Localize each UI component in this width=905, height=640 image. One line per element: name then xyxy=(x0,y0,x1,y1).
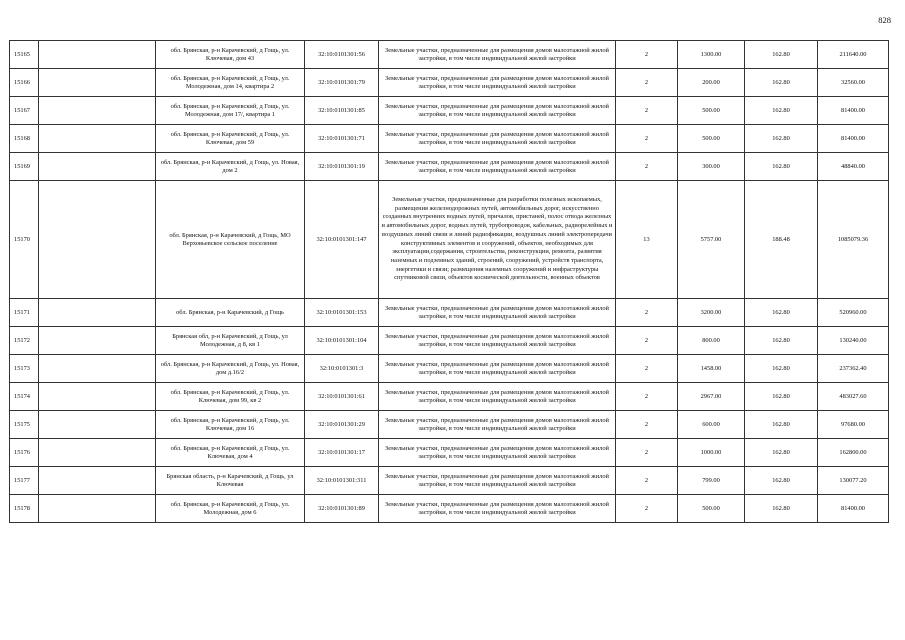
land-use-cell: Земельные участки, предназначенные для размещения домов малоэтажной жилой застройки, в том числе индивидуальной жилой застройки xyxy=(379,153,616,181)
table-row xyxy=(10,495,889,523)
address-cell: обл. Брянская, р-н Карачевский, д Гощь, ул. Ключевая, дом 43 xyxy=(156,41,305,69)
record-number: 15177 xyxy=(10,467,39,495)
address-cell: обл. Брянская, р-н Карачевский, д Гощь, ул. Ключевая, дом 4 xyxy=(156,439,305,467)
land-registry-table xyxy=(9,40,889,523)
group-cell: 2 xyxy=(616,383,678,411)
land-use-cell: Земельные участки, предназначенные для размещения домов малоэтажной жилой застройки, в том числе индивидуальной жилой застройки xyxy=(379,327,616,355)
record-number: 15170 xyxy=(10,181,39,299)
group-cell: 2 xyxy=(616,439,678,467)
address-cell: обл. Брянская, р-н Карачевский, д Гощь, ул. Ключевая, дом 99, кв 2 xyxy=(156,383,305,411)
cadastral-value-cell: 483027.60 xyxy=(818,383,889,411)
area-cell: 200.00 xyxy=(678,69,745,97)
cadastral-number-cell: 32:10:0101301:311 xyxy=(305,467,379,495)
group-cell: 2 xyxy=(616,495,678,523)
area-cell: 500.00 xyxy=(678,125,745,153)
rate-cell: 162.80 xyxy=(745,467,818,495)
land-use-cell: Земельные участки, предназначенные для размещения домов малоэтажной жилой застройки, в том числе индивидуальной жилой застройки xyxy=(379,41,616,69)
group-cell: 2 xyxy=(616,327,678,355)
area-cell: 500.00 xyxy=(678,495,745,523)
area-cell: 1300.00 xyxy=(678,41,745,69)
rate-cell: 162.80 xyxy=(745,411,818,439)
address-cell: Брянская обл, р-н Карачевский, д Гощь, ул Молодежная, д 8, кв 1 xyxy=(156,327,305,355)
group-cell: 2 xyxy=(616,125,678,153)
rate-cell: 162.80 xyxy=(745,355,818,383)
table-row xyxy=(10,439,889,467)
record-number: 15178 xyxy=(10,495,39,523)
cadastral-number-cell: 32:10:0101301:71 xyxy=(305,125,379,153)
cadastral-number-cell: 32:10:0101301:153 xyxy=(305,299,379,327)
blank-cell xyxy=(39,327,156,355)
rate-cell: 162.80 xyxy=(745,439,818,467)
blank-cell xyxy=(39,383,156,411)
record-number: 15175 xyxy=(10,411,39,439)
table-row xyxy=(10,467,889,495)
cadastral-number-cell: 32:10:0101301:104 xyxy=(305,327,379,355)
table-row xyxy=(10,383,889,411)
land-use-cell: Земельные участки, предназначенные для размещения домов малоэтажной жилой застройки, в том числе индивидуальной жилой застройки xyxy=(379,299,616,327)
table-row xyxy=(10,299,889,327)
cadastral-number-cell: 32:10:0101301:3 xyxy=(305,355,379,383)
cadastral-value-cell: 130240.00 xyxy=(818,327,889,355)
cadastral-value-cell: 81400.00 xyxy=(818,495,889,523)
group-cell: 2 xyxy=(616,467,678,495)
record-number: 15172 xyxy=(10,327,39,355)
land-use-cell: Земельные участки, предназначенные для размещения домов малоэтажной жилой застройки, в том числе индивидуальной жилой застройки xyxy=(379,125,616,153)
blank-cell xyxy=(39,153,156,181)
table-row xyxy=(10,69,889,97)
record-number: 15174 xyxy=(10,383,39,411)
cadastral-number-cell: 32:10:0101301:19 xyxy=(305,153,379,181)
record-number: 15173 xyxy=(10,355,39,383)
address-cell: обл. Брянская, р-н Карачевский, д Гощь, ул. Молодежная, дом 6 xyxy=(156,495,305,523)
cadastral-number-cell: 32:10:0101301:79 xyxy=(305,69,379,97)
cadastral-value-cell: 97680.00 xyxy=(818,411,889,439)
cadastral-value-cell: 237362.40 xyxy=(818,355,889,383)
table-body xyxy=(10,41,889,523)
cadastral-number-cell: 32:10:0101301:85 xyxy=(305,97,379,125)
record-number: 15169 xyxy=(10,153,39,181)
record-number: 15165 xyxy=(10,41,39,69)
area-cell: 1000.00 xyxy=(678,439,745,467)
address-cell: Брянская область, р-н Карачевский, д Гощь, ул Ключевая xyxy=(156,467,305,495)
cadastral-value-cell: 32560.00 xyxy=(818,69,889,97)
cadastral-value-cell: 1085079.36 xyxy=(818,181,889,299)
group-cell: 2 xyxy=(616,97,678,125)
table-row xyxy=(10,327,889,355)
cadastral-number-cell: 32:10:0101301:61 xyxy=(305,383,379,411)
land-use-cell: Земельные участки, предназначенные для размещения домов малоэтажной жилой застройки, в том числе индивидуальной жилой застройки xyxy=(379,355,616,383)
address-cell: обл. Брянская, р-н Карачевский, д Гощь, МО Верховьевское сельское поселение xyxy=(156,181,305,299)
record-number: 15176 xyxy=(10,439,39,467)
table-row xyxy=(10,41,889,69)
blank-cell xyxy=(39,181,156,299)
area-cell: 2967.00 xyxy=(678,383,745,411)
rate-cell: 162.80 xyxy=(745,299,818,327)
land-use-cell: Земельные участки, предназначенные для размещения домов малоэтажной жилой застройки, в том числе индивидуальной жилой застройки xyxy=(379,495,616,523)
group-cell: 2 xyxy=(616,355,678,383)
rate-cell: 162.80 xyxy=(745,153,818,181)
blank-cell xyxy=(39,41,156,69)
page-number: 828 xyxy=(878,15,891,25)
blank-cell xyxy=(39,97,156,125)
group-cell: 2 xyxy=(616,299,678,327)
blank-cell xyxy=(39,411,156,439)
table-row xyxy=(10,181,889,299)
table-row xyxy=(10,411,889,439)
cadastral-value-cell: 520960.00 xyxy=(818,299,889,327)
group-cell: 2 xyxy=(616,41,678,69)
cadastral-value-cell: 81400.00 xyxy=(818,97,889,125)
land-use-cell: Земельные участки, предназначенные для размещения домов малоэтажной жилой застройки, в том числе индивидуальной жилой застройки xyxy=(379,383,616,411)
cadastral-value-cell: 162800.00 xyxy=(818,439,889,467)
land-use-cell: Земельные участки, предназначенные для разработки полезных ископаемых, размещения железнодорожных путей, автомобильных дорог, искусственно созданных внутренних водных путей, причалов, пристаней, полос отвода железных и автомобильных дорог, водных путей, трубопроводов, кабельных, радиорелейных и воздушных линий связи и линий радиофикации, воздушных линий электропередачи конструктивных элементов и сооружений, объектов, необходимых для эксплуатации,содержания, строительства, реконструкции, ремонта, развития наземных и подземных зданий, строений, сооружений, устройств транспорта, энергетики и связи; размещения наземных сооружений и инфраструктуры спутниковой связи, объектов космической деятельности, военных объектов xyxy=(379,181,616,299)
cadastral-value-cell: 48840.00 xyxy=(818,153,889,181)
record-number: 15171 xyxy=(10,299,39,327)
land-use-cell: Земельные участки, предназначенные для размещения домов малоэтажной жилой застройки, в том числе индивидуальной жилой застройки xyxy=(379,439,616,467)
area-cell: 600.00 xyxy=(678,411,745,439)
rate-cell: 188.48 xyxy=(745,181,818,299)
cadastral-value-cell: 130077.20 xyxy=(818,467,889,495)
blank-cell xyxy=(39,355,156,383)
cadastral-value-cell: 81400.00 xyxy=(818,125,889,153)
cadastral-number-cell: 32:10:0101301:147 xyxy=(305,181,379,299)
record-number: 15167 xyxy=(10,97,39,125)
area-cell: 500.00 xyxy=(678,97,745,125)
rate-cell: 162.80 xyxy=(745,97,818,125)
rate-cell: 162.80 xyxy=(745,125,818,153)
rate-cell: 162.80 xyxy=(745,327,818,355)
address-cell: обл. Брянская, р-н Карачевский, д Гощь xyxy=(156,299,305,327)
address-cell: обл. Брянская, р-н Карачевский, д Гощь, ул. Новая, дом д.16/2 xyxy=(156,355,305,383)
cadastral-number-cell: 32:10:0101301:29 xyxy=(305,411,379,439)
address-cell: обл. Брянская, р-н Карачевский, д Гощь, ул. Молодежная, дом 17/, квартира 1 xyxy=(156,97,305,125)
cadastral-value-cell: 211640.00 xyxy=(818,41,889,69)
table-row xyxy=(10,153,889,181)
group-cell: 13 xyxy=(616,181,678,299)
area-cell: 5757.00 xyxy=(678,181,745,299)
address-cell: обл. Брянская, р-н Карачевский, д Гощь, ул. Ключевая, дом 16 xyxy=(156,411,305,439)
rate-cell: 162.80 xyxy=(745,495,818,523)
land-use-cell: Земельные участки, предназначенные для размещения домов малоэтажной жилой застройки, в том числе индивидуальной жилой застройки xyxy=(379,411,616,439)
table-row xyxy=(10,355,889,383)
group-cell: 2 xyxy=(616,153,678,181)
address-cell: обл. Брянская, р-н Карачевский, д Гощь, ул. Ключевая, дом 59 xyxy=(156,125,305,153)
cadastral-number-cell: 32:10:0101301:17 xyxy=(305,439,379,467)
land-use-cell: Земельные участки, предназначенные для размещения домов малоэтажной жилой застройки, в том числе индивидуальной жилой застройки xyxy=(379,467,616,495)
blank-cell xyxy=(39,495,156,523)
address-cell: обл. Брянская, р-н Карачевский, д Гощь, ул. Новая, дом 2 xyxy=(156,153,305,181)
area-cell: 300.00 xyxy=(678,153,745,181)
group-cell: 2 xyxy=(616,411,678,439)
land-use-cell: Земельные участки, предназначенные для размещения домов малоэтажной жилой застройки, в том числе индивидуальной жилой застройки xyxy=(379,69,616,97)
group-cell: 2 xyxy=(616,69,678,97)
blank-cell xyxy=(39,69,156,97)
table-row xyxy=(10,97,889,125)
area-cell: 3200.00 xyxy=(678,299,745,327)
area-cell: 799.00 xyxy=(678,467,745,495)
record-number: 15168 xyxy=(10,125,39,153)
blank-cell xyxy=(39,439,156,467)
record-number: 15166 xyxy=(10,69,39,97)
blank-cell xyxy=(39,467,156,495)
address-cell: обл. Брянская, р-н Карачевский, д Гощь, ул. Молодежная, дом 14, квартира 2 xyxy=(156,69,305,97)
cadastral-number-cell: 32:10:0101301:56 xyxy=(305,41,379,69)
area-cell: 800.00 xyxy=(678,327,745,355)
table-row xyxy=(10,125,889,153)
rate-cell: 162.80 xyxy=(745,69,818,97)
blank-cell xyxy=(39,125,156,153)
rate-cell: 162.80 xyxy=(745,41,818,69)
area-cell: 1458.00 xyxy=(678,355,745,383)
blank-cell xyxy=(39,299,156,327)
cadastral-number-cell: 32:10:0101301:89 xyxy=(305,495,379,523)
rate-cell: 162.80 xyxy=(745,383,818,411)
land-use-cell: Земельные участки, предназначенные для размещения домов малоэтажной жилой застройки, в том числе индивидуальной жилой застройки xyxy=(379,97,616,125)
